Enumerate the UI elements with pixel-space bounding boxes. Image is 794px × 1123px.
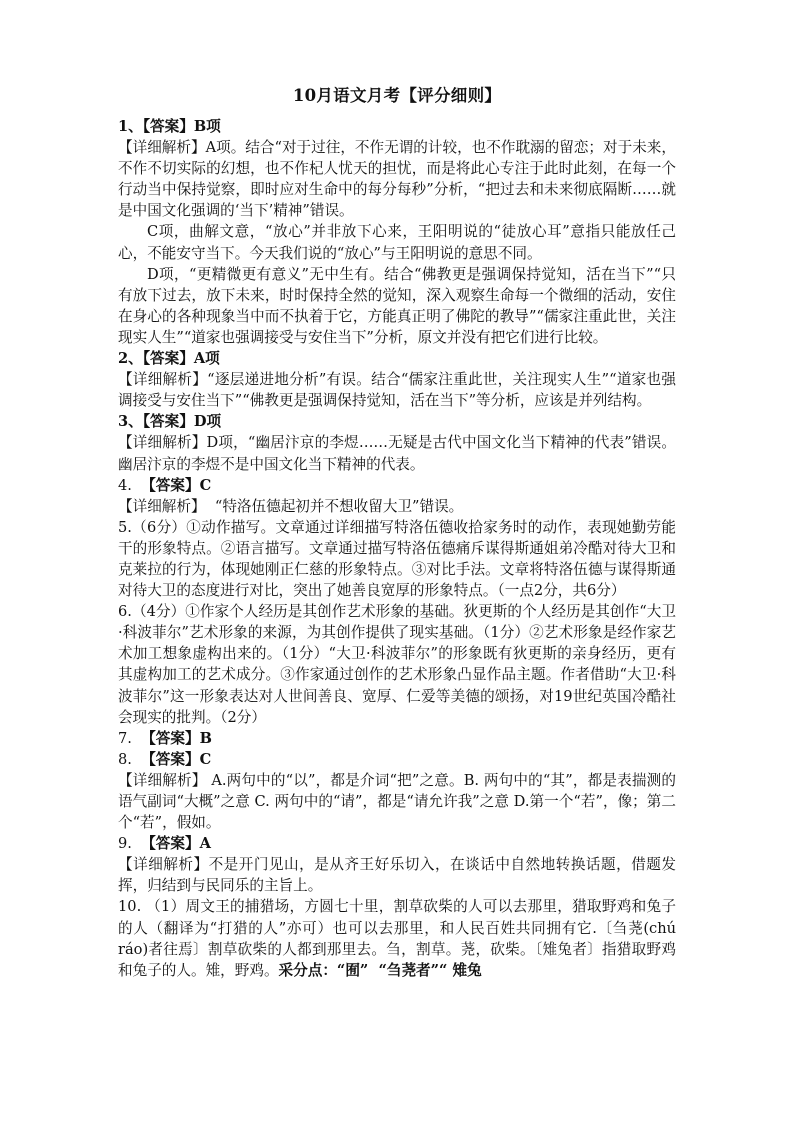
q10-text: 10. （1）周文王的捕猎场，方圆七十里，割草砍柴的人可以去那里，猎取野鸡和兔子的人（翻译为“打猎的人”亦可）也可以去那里，和人民百姓共同拥有它.〔刍荛(chú ráo)者往焉〕割草砍柴的人都到那里去。刍，割草。荛，砍柴。〔雉兔者〕指猎取野鸡和兔子的人。雉，野鸡。 xyxy=(118,898,676,979)
q8-exp-text: A.两句中的“以”，都是介词“把”之意。B. 两句中的“其”，都是表揣测的语气副词“大概”之意 C. 两句中的“请”，都是“请允许我”之意 D.第一个“若”，像；第二个“若”，假如。 xyxy=(118,771,676,832)
q9-number: 9. xyxy=(118,835,142,853)
q3-answer xyxy=(118,411,676,432)
q7-answer-label: 【答案】B xyxy=(141,729,212,747)
q4-explanation xyxy=(118,496,676,517)
q4-exp-text: “特洛伍德起初并不想收留大卫”错误。 xyxy=(205,497,464,515)
q8-exp-label: 【详细解析】 xyxy=(118,771,207,789)
q2-exp-text: “逐层递进地分析”有误。结合“儒家注重此世，关注现实人生”“道家也强调接受与安住当下”“佛教更是强调保持觉知，活在当下”等分析，应该是并列结构。 xyxy=(118,371,676,410)
q4-exp-label: 【详细解析】 xyxy=(118,497,206,515)
q9-explanation xyxy=(118,854,676,896)
q3-explanation xyxy=(118,432,676,474)
q3-exp-label: 【详细解析】 xyxy=(118,434,207,452)
q8-answer-label: 【答案】C xyxy=(141,750,212,768)
q9-exp-text: 不是开门见山，是从齐王好乐切入，在谈话中自然地转换话题，借题发挥，归结到与民同乐的主旨上。 xyxy=(118,856,676,895)
q7-number: 7. xyxy=(118,729,142,747)
page-title: 10月语文月考【评分细则】 xyxy=(292,86,502,105)
q8-explanation xyxy=(118,770,676,833)
q10-scoring-points: 采分点：“囿” “刍荛者”“ 雉兔 xyxy=(278,961,482,979)
q1-explanation xyxy=(118,137,676,221)
q1-number: 1、 xyxy=(118,118,143,135)
q1-exp-text: A项。结合“对于过往，不作无谓的计较，也不作耽溺的留恋；对于未来，不作不切实际的幻想，也不作杞人忧天的担忧，而是将此心专注于此时此刻，在每一个行动当中保持觉察，即时应对生命中的每分每秒”分析，“把过去和未来彻底隔断……就是中国文化强调的‘当下’精神”错误。 xyxy=(118,139,676,220)
q1-answer-label: 【答案】B项 xyxy=(142,118,221,135)
q4-answer xyxy=(118,475,676,496)
q1-option-c: C项，曲解文意，“放心”并非放下心来，王阳明说的“徒放心耳”意指只能放任己心，不能安守当下。今天我们说的“放心”与王阳明说的意思不同。 xyxy=(118,223,676,262)
q8-answer xyxy=(118,749,676,770)
q5-answer: 5.（6分）①动作描写。文章通过详细描写特洛伍德收拾家务时的动作，表现她勤劳能干的形象特点。②语言描写。文章通过描写特洛伍德痛斥谋得斯通姐弟冷酷对待大卫和克莱拉的行为，体现她刚正仁慈的形象特点。③对比手法。文章将特洛伍德与谋得斯通对待大卫的态度进行对比，突出了她善良宽厚的形象特点。（一点2分，共6分） xyxy=(118,518,676,600)
q1-exp-label: 【详细解析】 xyxy=(118,139,206,157)
q4-answer-label: 【答案】C xyxy=(141,476,212,494)
q1-option-d: D项，“更精微更有意义”无中生有。结合“佛教更是强调保持觉知，活在当下”“只有放下过去，放下未来，时时保持全然的觉知，深入观察生命每一个微细的活动，安住在身心的各种现象当中而不执着于它，方能真正明了佛陀的教导”“儒家注重此世，关注现实人生”“道家也强调接受与安住当下”分析，原文并没有把它们进行比较。 xyxy=(118,265,676,346)
q2-number: 2、 xyxy=(118,350,143,368)
q9-exp-label: 【详细解析】 xyxy=(118,856,209,874)
q7-answer xyxy=(118,728,676,749)
q4-number: 4. xyxy=(118,476,142,494)
q9-answer-label: 【答案】A xyxy=(141,835,211,853)
q2-exp-label: 【详细解析】 xyxy=(118,371,208,389)
q8-number: 8. xyxy=(118,750,142,768)
document-page xyxy=(118,84,676,981)
q2-explanation xyxy=(118,369,676,411)
q3-exp-text: D项，“幽居汴京的李煜……无疑是古代中国文化当下精神的代表”错误。幽居汴京的李煜不是中国文化当下精神的代表。 xyxy=(118,434,676,473)
q2-answer-label: 【答案】A项 xyxy=(142,350,220,368)
q1-answer xyxy=(118,116,676,137)
q10-answer xyxy=(118,896,676,980)
q6-answer: 6.（4分）①作家个人经历是其创作艺术形象的基础。狄更斯的个人经历是其创作“大卫·科波菲尔”艺术形象的来源，为其创作提供了现实基础。（1分）②艺术形象是经作家艺术加工想象虚构出来的。（1分）“大卫·科波菲尔”的形象既有狄更斯的亲身经历，更有其虚构加工的艺术成分。③作家通过创作的艺术形象凸显作品主题。作者借助“大卫·科波菲尔”这一形象表达对人世间善良、宽厚、仁爱等美德的颂扬，对19世纪英国冷酷社会现实的批判。（2分） xyxy=(118,603,676,726)
q3-number: 3、 xyxy=(118,413,143,431)
q9-answer xyxy=(118,833,676,854)
q2-answer xyxy=(118,348,676,369)
q3-answer-label: 【答案】D项 xyxy=(142,413,222,431)
